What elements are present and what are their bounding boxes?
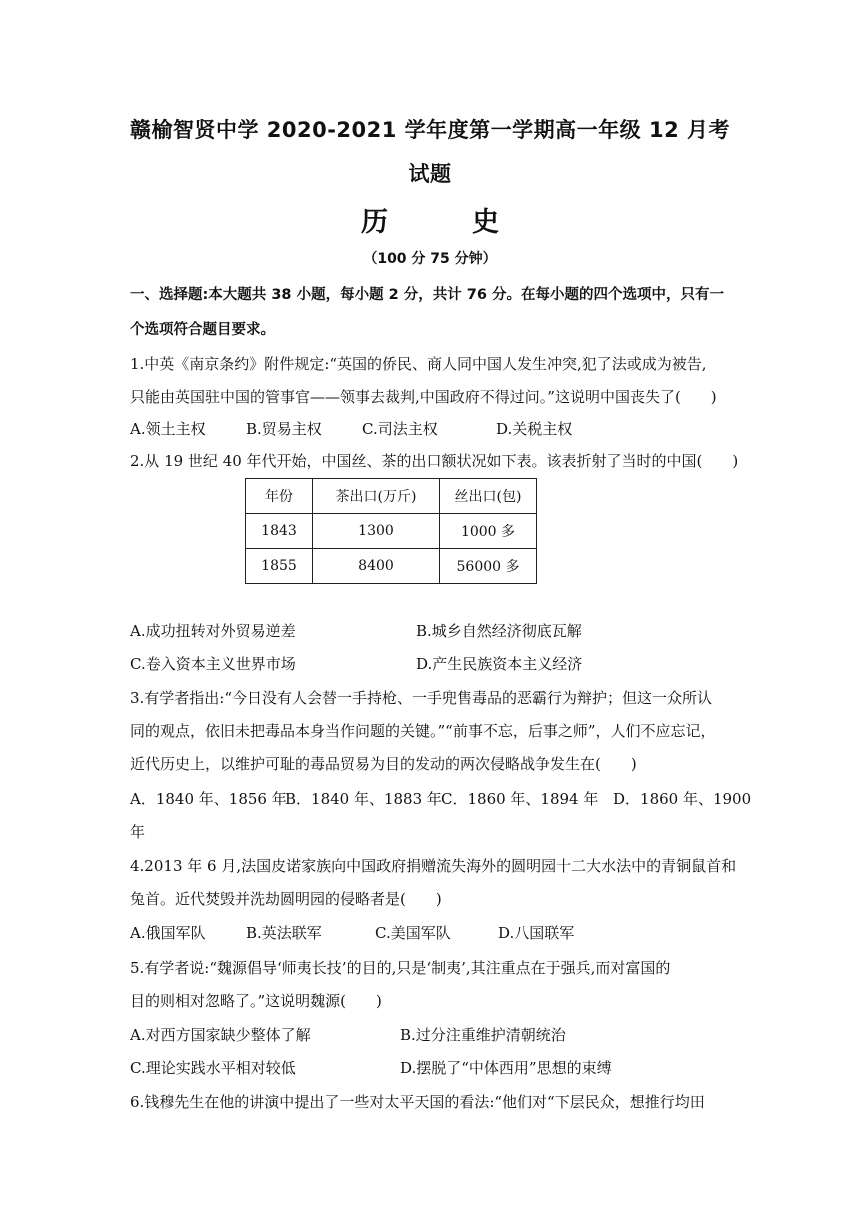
q3-option-d-wrap: 年 [130,823,146,841]
q1-option-c: C.司法主权 [362,420,438,438]
q5-stem-line2: 目的则相对忽略了。”这说明魏源( ) [130,992,382,1010]
q2-option-b: B.城乡自然经济彻底瓦解 [416,622,582,640]
table-cell: 1843 [246,514,313,549]
table-header-cell: 丝出口(包) [440,479,537,514]
q1-option-b: B.贸易主权 [246,420,322,438]
q2-option-c: C.卷入资本主义世界市场 [130,655,296,673]
section-instructions-line1: 一、选择题:本大题共 38 小题，每小题 2 分，共计 76 分。在每小题的四个选项中，只有一 [130,287,725,303]
q3-stem-line2: 同的观点，依旧未把毒品本身当作问题的关键。”“前事不忘，后事之师”，人们不应忘记， [130,722,716,740]
table-cell: 56000 多 [440,549,537,584]
table-header-cell: 年份 [246,479,313,514]
q2-stem-line1: 2.从 19 世纪 40 年代开始，中国丝、茶的出口额状况如下表。该表折射了当时的中国( ) [130,452,739,470]
q5-option-a: A.对西方国家缺少整体了解 [130,1026,311,1044]
q5-stem-line1: 5.有学者说:“魏源倡导‘师夷长技’的目的,只是‘制夷’,其注重点在于强兵,而对富国的 [130,959,671,977]
export-data-table [245,478,537,584]
q4-option-b: B.英法联军 [246,924,322,942]
table-cell: 1855 [246,549,313,584]
q2-option-a: A.成功扭转对外贸易逆差 [130,622,296,640]
q5-option-d: D.摆脱了“中体西用”思想的束缚 [400,1059,612,1077]
exam-title-line1: 赣榆智贤中学 2020-2021 学年度第一学期高一年级 12 月考 [129,118,731,142]
q3-option-b: B．1840 年、1883 年 [285,790,442,808]
q5-option-b: B.过分注重维护清朝统治 [400,1026,566,1044]
q4-option-d: D.八国联军 [498,924,575,942]
q4-stem-line1: 4.2013 年 6 月,法国皮诺家族向中国政府捐赠流失海外的圆明园十二大水法中的青铜鼠首和 [130,857,737,875]
q3-option-c: C．1860 年、1894 年 [441,790,599,808]
score-time-info: （100 分 75 分钟） [363,251,497,267]
subject-heading [0,200,860,239]
section-instructions-line2: 个选项符合题目要求。 [130,322,275,338]
table-header-row [246,479,537,514]
q1-stem-line1: 1.中英《南京条约》附件规定:“英国的侨民、商人同中国人发生冲突,犯了法或成为被告, [130,355,707,373]
q1-option-a: A.领土主权 [130,420,206,438]
q5-option-c: C.理论实践水平相对较低 [130,1059,296,1077]
subject-char-2: 史 [472,207,499,238]
table-row [246,549,537,584]
table-cell: 8400 [313,549,440,584]
q3-option-a: A．1840 年、1856 年 [130,790,287,808]
exam-title-line2: 试题 [408,162,452,186]
table-cell: 1000 多 [440,514,537,549]
table-row [246,514,537,549]
q4-stem-line2: 兔首。近代焚毁并洗劫圆明园的侵略者是( ) [130,890,442,908]
q6-stem-line1: 6.钱穆先生在他的讲演中提出了一些对太平天国的看法:“他们对“下层民众，想推行均田 [130,1093,705,1111]
q4-option-a: A.俄国军队 [130,924,206,942]
q3-option-d: D．1860 年、1900 [613,790,752,808]
q1-option-d: D.关税主权 [496,420,573,438]
q2-option-d: D.产生民族资本主义经济 [416,655,583,673]
q3-stem-line3: 近代历史上，以维护可耻的毒品贸易为目的发动的两次侵略战争发生在( ) [130,755,637,773]
table-header-cell: 茶出口(万斤) [313,479,440,514]
subject-char-1: 历 [361,207,388,238]
q4-option-c: C.美国军队 [375,924,451,942]
q3-stem-line1: 3.有学者指出:“今日没有人会替一手持枪、一手兜售毒品的恶霸行为辩护；但这一众所认 [130,689,713,707]
q1-stem-line2: 只能由英国驻中国的管事官——领事去裁判,中国政府不得过问。”这说明中国丧失了( ) [130,388,717,406]
table-cell: 1300 [313,514,440,549]
